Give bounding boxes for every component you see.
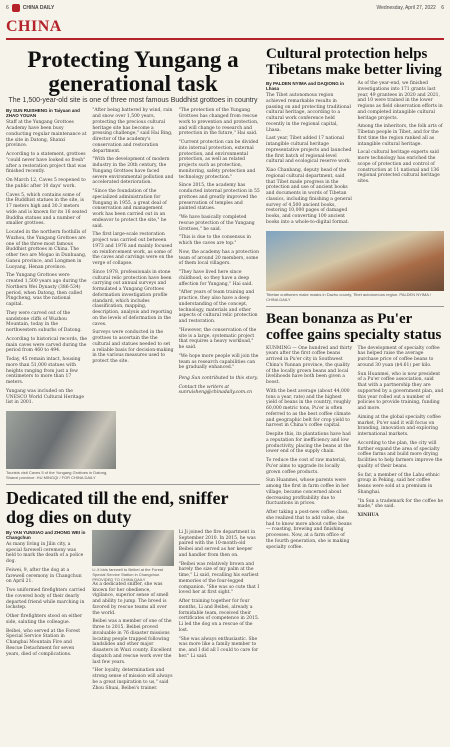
issue-date: Wednesday, April 27, 2022 (376, 5, 436, 11)
coffee-para: Sun Huanmei, who is now president of a Pu'er coffee association, said that with a partnership they are supported by a government plan, and this year rolled out a number of policies to provide training, funding and more. (357, 371, 444, 412)
lead-para: "We have basically completed rescue protection of the Yungang Grottoes," he said. (178, 215, 255, 232)
lead-para: According to a statement, grottoes "could never have looked so fresh" after a restoration project that was finished recently. (6, 152, 87, 175)
coffee-para: Despite this, its plantations have had a reputation for inefficiency and low productivity, placing the beans at the lower end of the supply chain. (266, 432, 352, 455)
section-title: CHINA (6, 18, 62, 35)
sniffer-para: "She was always enthusiastic. She was more like a family member to me, and I did all I could to care for her." Li said. (178, 636, 259, 659)
coffee-para: To reduce the cost of raw material, Pu'er aims to upgrade its locally grown coffee products. (266, 458, 347, 475)
coffee-para: The development of specialty coffee has helped raise the average purchase price of coffee beans to around 30 yuan ($4.61) per kilo. (357, 345, 440, 368)
lead-dek: The 1,500-year-old site is one of three most famous Buddhist grottoes in country (8, 97, 258, 105)
coffee-col-1 (266, 346, 353, 554)
tibet-headline[interactable]: Cultural protection helps Tibetans make better living (266, 46, 442, 79)
lead-para: "However, the conservation of the site is a large, systematic project that requires a heavy workload," he said. (178, 327, 257, 351)
lead-para: Staff at the Yungang Grottoes Academy have been busy conducting regular maintenance at the site in Datong, Shanxi province. (6, 120, 87, 149)
masthead-left (6, 4, 54, 12)
lead-para: Since 2015, the academy has conducted internal protection in 55 grottoes and greatly improved the preservation of temples and painted statues. (178, 183, 260, 212)
sniffer-para: Two uniformed firefighters carried the covered body of their dearly departed friend while marching in lockstep. (6, 588, 86, 611)
sniffer-para: Feiwei, 9, after the dog at a farewell ceremony in Changchun on April 21. (6, 567, 82, 585)
lead-para: The first large-scale restoration project was carried out between 1973 and 1976 and mainly focused on reinforcement work, as some of the caves and carvings were on the verge of collapse. (92, 232, 174, 267)
lead-para: "Since the foundation of the specialized administration for Yungang in 1955, a great deal of conservation and management work has been carried out in an endeavor to protect the site," he said. (92, 189, 167, 229)
tibet-byline: By PALDEN NYIMA and DAQIONG in Lhasa (266, 81, 345, 92)
coffee-headline[interactable]: Bean bonanza as Pu'er coffee gains specialty status (266, 310, 442, 343)
tibet-para: Xiao Chanbang, deputy head of the regional cultural department, said that Tibet made progress in the protection and use of ancient books and documents in words of Tibetan classics, including finishing a general survey of 4,500 ancient books, restoring 10,000 pages of damaged books, and converting 100 ancient books into a whole-to-digital format. (266, 168, 352, 225)
tibet-masks-photo (266, 231, 444, 291)
lead-byline: By SUN RUISHENG in Taiyuan and ZHAO YOUAN (6, 108, 80, 119)
masthead (6, 4, 444, 12)
lead-col-2 (92, 108, 173, 409)
lead-para: "This is due to the consensus in which the caves are top." (178, 235, 251, 247)
lead-para: "Current protection can be divided into internal protection, external protection, and environmental protection, as well as related projects such as protection, monitoring, safety protection and technology protection." (178, 140, 259, 180)
sniffer-para: "Her loyalty, determination and strong sense of mission will always be a great inspiration to us," said Zhou Shuai, Beibei's trainer. (92, 668, 173, 691)
lead-para: Caves 5, which contains some of the Buddhist statues in the site, is 17 meters high and 30.3 meters wide and is known for its 16 seated Buddha statues and a number of smaller grottoes. (6, 192, 87, 227)
coffee-para: According to the plan, the city will further expand the area of specialty coffee farms and build more drying facilities to help farmers improve the quality of their beans. (357, 440, 443, 469)
tibet-para: Local cultural heritage experts said more technology has enriched the scope of protection and control of construction at 11 national and 136 regional protected cultural heritage sites. (357, 150, 440, 185)
coffee-para: Aiming at the global specialty coffee market, Pu'er said it will focus on branding, innovation and exploring international markets. (357, 414, 441, 438)
grottoes-photo (6, 411, 116, 469)
lead-photo-caption: Tourists visit Caves 5 of the Yungang Grottoes in Datong, Shanxi province. HU MINGQI / FOR CHINA DAILY (6, 470, 108, 481)
lead-col-3 (179, 108, 260, 409)
tibet-para: Last year, Tibet added 17 national intangible cultural heritage representative projects and launched the first batch of regional-level cultural and ecological reserve work. (266, 136, 352, 165)
lead-para: "We hope more people will join the team as research capabilities can be gradually enhanced." (178, 353, 259, 371)
tibet-para: The Tibet autonomous region achieved remarkable results in passing on and protecting traditional cultural heritage, according to a cultural work conference held recently in the regional capital, Lhasa. (266, 93, 351, 133)
lead-contrib: Peng Sun contributed to this story. (178, 375, 258, 381)
coffee-para: "In Sun a trademark for the coffee he made," she said. (357, 498, 444, 510)
coffee-col-2 (358, 346, 445, 554)
lead-para: "After being battered by wind, rain and snow over 1,500 years, protecting the precious cultural heritage site has become a pressing challenge," said Hai Bing, director of the academy's conservation and restoration department. (92, 108, 173, 154)
divider (266, 306, 444, 307)
lead-para: On March 12, Caves 5 reopened to the public after 10 days' work. (6, 178, 86, 189)
sniffer-para: Li Ji joined the fire department in September 2010. In 2015, he was paired with the 10-month-old Beibei and served as her keeper and handler from then on. (178, 529, 256, 558)
tibet-para: As of the year-end, we finished investigations into 171 grants last year, 49 grantees in 2020 and 2021, and 10 were trained in the lower regions as field observation efforts in and completed intangible cultural heritage projects. (357, 81, 443, 121)
sniffer-body (6, 530, 260, 695)
sniffer-para: After training together for four months, Li and Beibei, already a formidable team, received their certificates of competence in 2015. Li led the dog on a rescue of the lost. (178, 599, 260, 633)
lead-para: "The protection of the Yungang Grottoes has changed from rescue work to prevention and protection, and will change to research and protection in the future," Hai said. (178, 108, 259, 137)
lead-headline[interactable]: Protecting Yungang a generational task (27, 47, 239, 96)
sniffer-photo-caption: Li Ji bids farewell to Beibei at the Forest Special Service Station in Changchun. PROVIDED TO CHINA DAILY (92, 566, 164, 582)
sniffer-col-2 (92, 530, 173, 695)
sniffer-byline: By YAN YUNXIAO and ZHONG WEI in Changchun (6, 529, 86, 540)
lead-col-1 (6, 108, 87, 409)
divider (6, 484, 260, 485)
tibet-body (266, 81, 444, 229)
sniffer-para: As a dedicated sniffer, she was known for her obedience, vigilance, superior sense of smell and ability to jump. The breed is favored by rescue teams all over the world. (92, 581, 169, 616)
sniffer-col-1 (6, 530, 87, 695)
coffee-credit: XINHUA (357, 513, 379, 519)
coffee-para: So far, a member of the Lahu ethnic group in Peking, said her coffee beans were sold at a premium in Shanghai. (357, 472, 440, 495)
page-columns (6, 44, 444, 694)
sniffer-para: Other firefighters stood on either side, saluting the colleague. (6, 614, 83, 625)
sniffer-para: Beibei was a member of one of the three to 2015. Beibei proved invaluable in 76 disaster missions locating people trapped following landslides and other major disasters in Wuzi county. Excellent dispatch and rescue work over the last few years. (92, 619, 172, 665)
paper-name: CHINA DAILY (22, 5, 55, 11)
lead-body (6, 108, 260, 409)
lead-para: Since 1978, professionals in stone cultural relic protection have been carrying out annual surveys and formulated a Yungang Grottoes deformation investigation profile standard, which includes classification, mapping, description, analysis and reporting on the levels of deformation in the caves. (92, 269, 173, 327)
tibet-photo-caption: Tibetan craftsmen make masks in Dazhu county, Tibet autonomous region. PALDEN NYIMA / CHINA DAILY (266, 291, 431, 302)
right-column (266, 44, 444, 694)
sniffer-col-3 (179, 530, 260, 695)
sniffer-dog-photo (92, 530, 173, 566)
coffee-para: KUNMING — One hundred and thirty years after the first coffee beans arrived in Pu'er city in Southwest China's Yunnan province, the quality of the locally grown beans and local livelihoods have both been given a boost. (266, 345, 353, 386)
sniffer-para: Beibei, who served at the Forest Special Service Station in Changbai Mountain Fire and Rescue Detachment for seven years, died of complications. (6, 628, 81, 657)
lead-para: "With the development of modern industry in the 20th century, the Yungang Grottoes have faced severe environmental pollution and accelerated deterioration. (92, 157, 174, 186)
section-rule (6, 38, 444, 40)
tibet-para: Among the inheritors, the folk arts of Tibetan people in Tibet, and for the first time the region ranked all as intangible cultural heritage. (357, 124, 443, 147)
tibet-col-2 (358, 81, 445, 229)
lead-para: The Yungang Grottoes were created 1,500 years ago during the Northern Wei Dynasty (386-534) period, when Datong, then called Pingcheng, was the national capital. (6, 273, 87, 308)
sniffer-headline[interactable]: Dedicated till the end, sniffer dog dies on duty (6, 488, 229, 528)
coffee-para: With the best average (about 44,000 tons a year, rate) and the highest yield of beans in the country, roughly 60,000 metric tons, Pu'er is often referred to as the best coffee climate and geographic belt for crop yield to harvest in China's coffee capital. (266, 388, 351, 429)
lead-para: According to historical records, the main caves were carved during the period from 460 to 494. (6, 336, 88, 354)
lead-para: Yungang was included on the UNESCO World Cultural Heritage list in 2001. (6, 388, 84, 406)
coffee-para: After taking a post-new coffee class, she realized that to add value, she had to know more about coffee beans — roasting, brewing and finishing processes. Now, at a farm office of the fourth generation, she is making specialty coffee. (266, 510, 352, 550)
lead-para: Located in the northern foothills of Wuzhou, the Yungang Grottoes are one of the three most famous Buddhist grottoes in China. The other two are Mogao in Dunhuang, Gansu province, and Longmen in Luoyang, Henan province. (6, 230, 87, 270)
masthead-right (377, 5, 444, 11)
sniffer-para: "Beibei was relatively brown and barely the size of my palm at the time," Li said, recalling his earliest memories of the four-legged companion. "She was so cute that I loved her at first sight." (178, 561, 260, 596)
lead-photo-block (6, 411, 260, 480)
sniffer-para: As many living in Jilin city, a special farewell ceremony was held to mark the death of a police dog. (6, 541, 84, 565)
page-indicator: 6 (441, 5, 444, 11)
china-daily-logo-icon (12, 4, 20, 12)
left-column (6, 44, 260, 694)
lead-para: Now, the academy has a protection team of around 20 members, some of them local villagers. (178, 249, 259, 267)
lead-para: "After years of team training and practice, they also have a deep understanding of the concept, technology, materials and other aspects of cultural relic protection and restoration. (178, 290, 258, 325)
lead-para: They were carved out of the sandstone cliffs of Wuzhou Mountain, today in the northwestern suburbs of Datong. (6, 310, 82, 334)
lead-contact: Contact the writers at sunruisheng@chinadaily.com.cn (178, 385, 253, 396)
lead-para: Today, 45 remain intact, housing more than 51,000 statues with heights ranging from just a few centimeters to more than 17 meters. (6, 357, 81, 386)
page-number: 6 (6, 5, 9, 11)
coffee-para: Sun Huanmei, whose parents were among the first in farm coffee in her village, became concerned about decreasing profitability due to fluctuations in prices. (266, 478, 349, 507)
lead-para: "They have lived here since childhood, so they have a deep affection for Yungang," Hai said. (178, 270, 253, 287)
tibet-col-1 (266, 81, 353, 229)
lead-para: Surveys were conducted in the grottoes to ascertain the the cultural and statues needed to set a reliable basis for decision-making in the various measures used to protect the site. (92, 330, 174, 365)
coffee-body (266, 346, 444, 554)
